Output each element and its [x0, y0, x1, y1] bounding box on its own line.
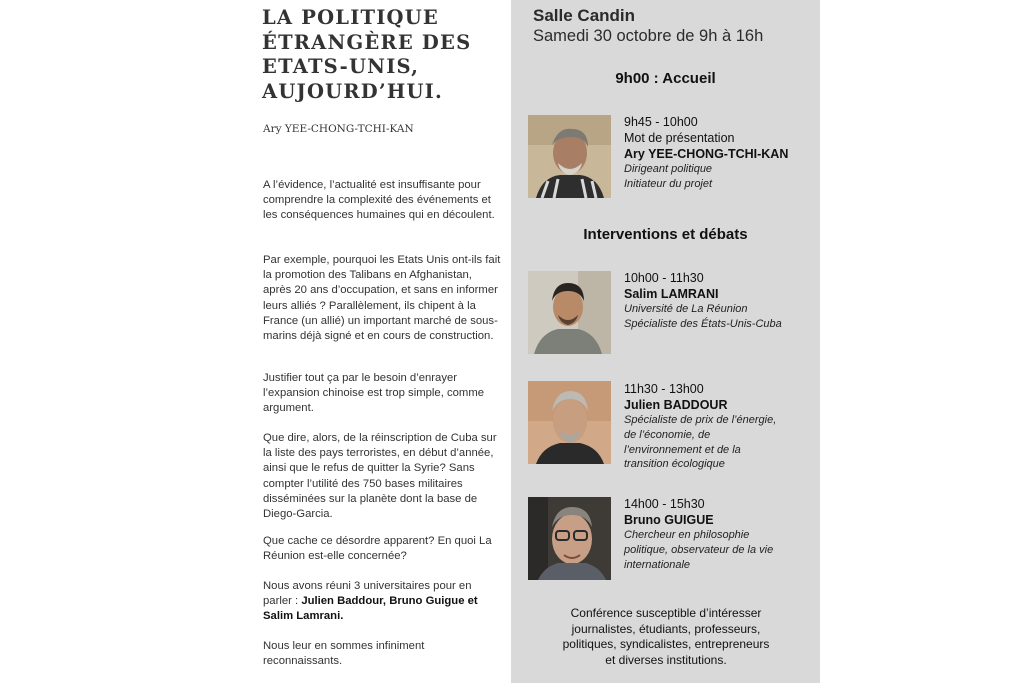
- audience-line: Conférence susceptible d’intéresser: [570, 606, 762, 620]
- title-line: AUJOURD’HUI.: [262, 79, 443, 103]
- paragraph-thanks: Nous leur en sommes infiniment reconnaissants.: [263, 640, 425, 668]
- speaker-photo: [528, 271, 611, 354]
- audience-line: et diverses institutions.: [605, 652, 727, 667]
- speaker-desc: internationale: [624, 558, 691, 571]
- audience-note: [531, 606, 801, 668]
- speaker-guigue: [624, 496, 809, 572]
- speaker-name: Ary YEE-CHONG-TCHI-KAN: [624, 147, 789, 161]
- speaker-desc: transition écologique: [624, 458, 725, 471]
- speaker-desc: l’environnement et de la: [624, 443, 741, 456]
- speaker-desc: Spécialiste des États-Unis-Cuba: [624, 317, 782, 330]
- speaker-time: 9h45 - 10h00: [624, 115, 698, 129]
- speaker-time: 11h30 - 13h00: [624, 382, 704, 396]
- author-name: Ary YEE-CHONG-TCHI-KAN: [263, 123, 414, 135]
- speaker-desc: Université de La Réunion: [624, 303, 748, 315]
- speaker-photo: [528, 115, 611, 198]
- speaker-desc: Initiateur du projet: [624, 177, 713, 190]
- paragraph-speakers: [263, 579, 503, 625]
- speaker-name: Julien BADDOUR: [624, 398, 728, 412]
- event-date: Samedi 30 octobre de 9h à 16h: [533, 27, 764, 45]
- paragraph-intro: A l’évidence, l’actualité est insuffisante pour comprendre la complexité des événements et les conséquences humaines qui en découlent.: [263, 179, 495, 222]
- title-line: ÉTRANGÈRE DES: [262, 30, 472, 54]
- paragraph-example: Par exemple, pourquoi les Etats Unis ont-ils fait la promotion des Talibans en Afghanistan, après 20 ans d’occupation, et sans en informer leurs alliés ? Parallèlement, ils chipent à la France (un allié) un important marché de sous-marins déjà signé et en cours de construction.: [263, 254, 501, 343]
- speaker-desc: Dirigeant politique: [624, 163, 713, 175]
- speaker-role: Mot de présentation: [624, 131, 735, 145]
- speaker-time: 14h00 - 15h30: [624, 497, 705, 511]
- audience-line: politiques, syndicalistes, entrepreneurs: [562, 637, 770, 651]
- audience-line: journalistes, étudiants, professeurs,: [571, 621, 761, 636]
- paragraph-question: Que cache ce désordre apparent? En quoi La Réunion est-elle concernée?: [263, 535, 492, 563]
- speaker-baddour: [624, 381, 809, 472]
- speaker-desc: Spécialiste de prix de l’énergie,: [624, 414, 777, 426]
- speaker-name: Salim LAMRANI: [624, 287, 719, 301]
- paragraph-speakers-intro: Nous avons réuni 3 universitaires pour en parler :: [263, 580, 472, 608]
- speaker-desc: Chercheur en philosophie: [624, 529, 750, 541]
- speaker-desc: politique, observateur de la vie: [624, 543, 774, 556]
- speaker-time: 10h00 - 11h30: [624, 271, 704, 285]
- welcome-heading: 9h00 : Accueil: [615, 70, 716, 87]
- paragraph-cuba: Que dire, alors, de la réinscription de Cuba sur la liste des pays terroristes, en début d’année, ainsi que le refus de quitter la Syrie? Sans compter l’utilité des 750 bases militaires disséminées sur la planète dont la base de Diego-Garcia.: [263, 432, 497, 521]
- paragraph-justify: Justifier tout ça par le besoin d’enrayer l’expansion chinoise est trop simple, comme argument.: [263, 372, 485, 415]
- speaker-photo: [528, 497, 611, 580]
- title-line: ETATS-UNIS,: [262, 55, 420, 78]
- speaker-photo: [528, 381, 611, 464]
- venue: Salle Candin: [533, 6, 636, 25]
- speaker-desc: de l’économie, de: [624, 428, 711, 441]
- interventions-heading: Interventions et débats: [583, 226, 748, 243]
- page-title: [262, 6, 512, 104]
- speaker-names: Julien Baddour, Bruno Guigue et Salim Lamrani.: [263, 595, 478, 623]
- speaker-lamrani: [624, 270, 809, 332]
- speaker-name: Bruno GUIGUE: [624, 513, 714, 527]
- title-line: LA POLITIQUE: [262, 6, 439, 29]
- speaker-intro: [624, 114, 809, 192]
